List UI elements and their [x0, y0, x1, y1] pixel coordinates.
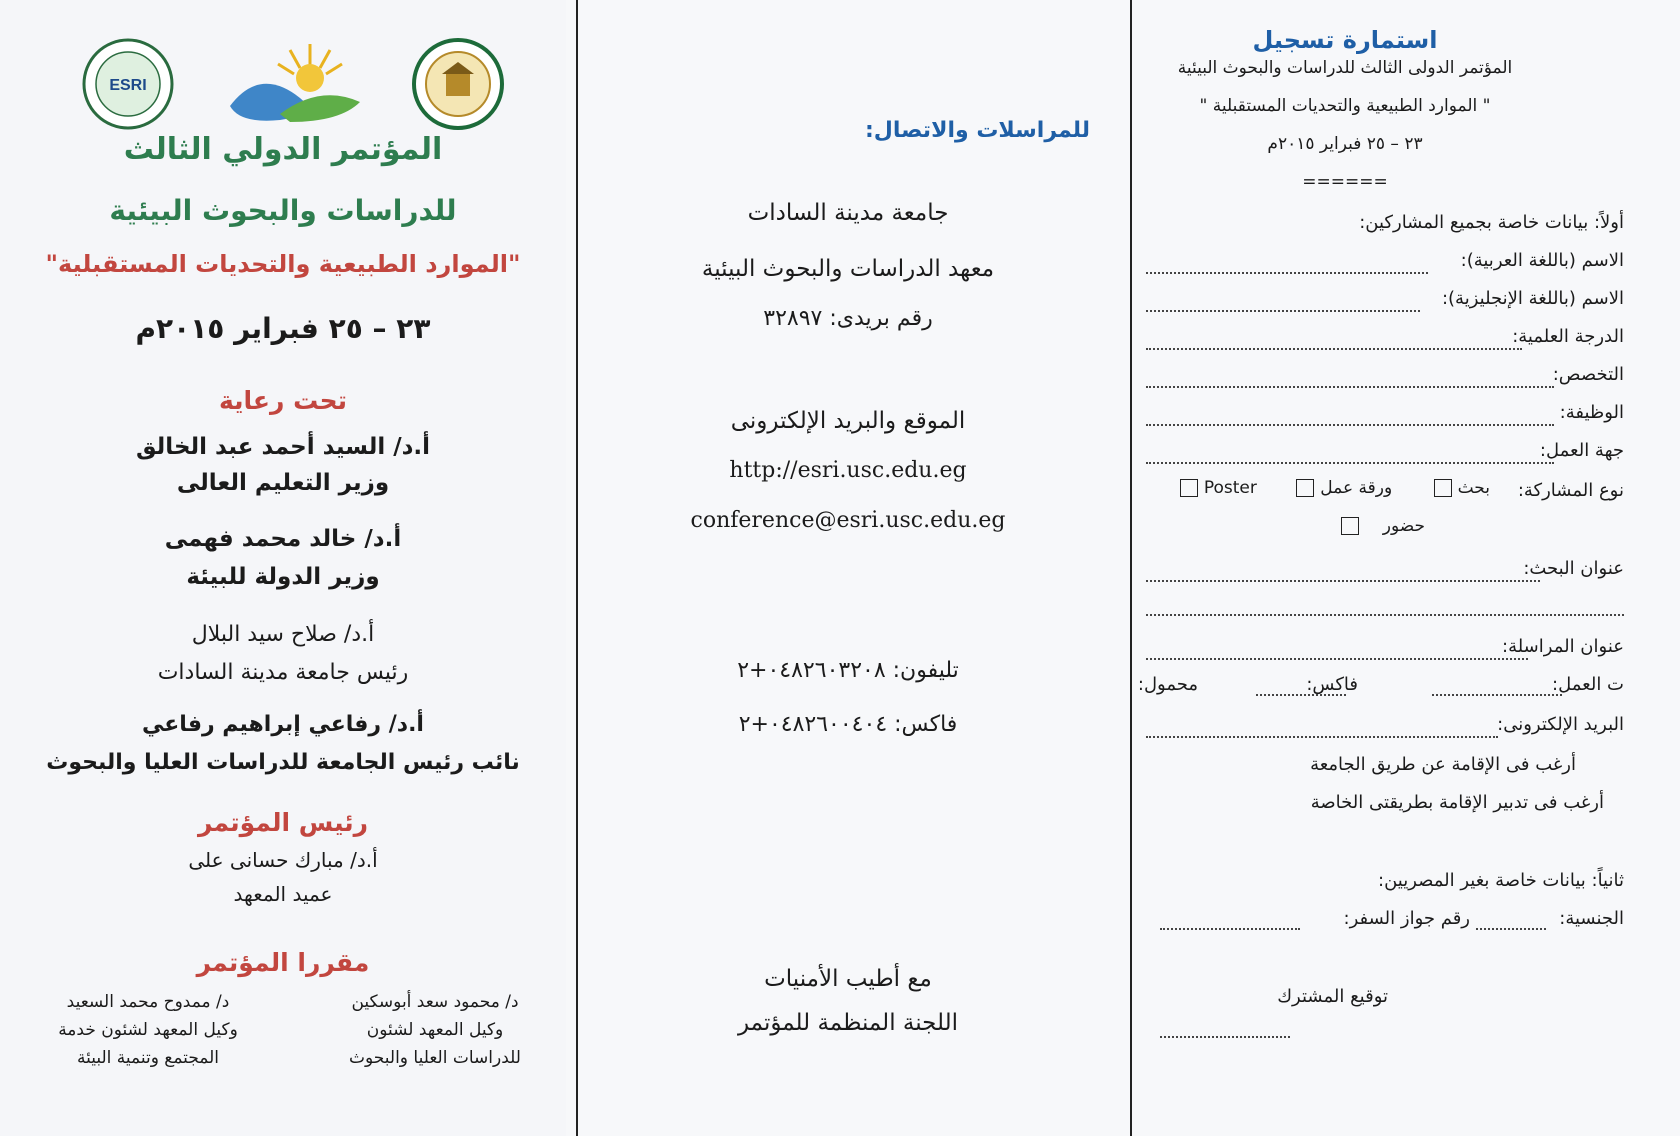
patron-name: أ.د/ السيد أحمد عبد الخالق [135, 434, 431, 460]
degree-label: الدرجة العلمية: [1512, 326, 1624, 347]
nationality-label: الجنسية: [1559, 908, 1624, 929]
research-checkbox[interactable] [1434, 479, 1452, 497]
option-research-label: بحث [1457, 478, 1490, 498]
workplace-field[interactable] [1146, 462, 1554, 464]
svg-text:ESRI: ESRI [109, 77, 147, 94]
option-workpaper-label: ورقة عمل [1320, 478, 1393, 498]
option-poster[interactable] [1174, 478, 1257, 498]
work-phone-field[interactable] [1432, 694, 1562, 696]
chair-role: عميد المعهد [233, 882, 333, 906]
rapporteur-role: المجتمع وتنمية البيئة [76, 1048, 220, 1068]
passport-field[interactable] [1160, 928, 1300, 930]
chair-name: أ.د/ مبارك حسانى على [188, 848, 378, 872]
mail-address-field[interactable] [1146, 658, 1528, 660]
university-name: جامعة مدينة السادات [747, 200, 949, 226]
closing-wishes: مع أطيب الأمنيات [764, 966, 932, 992]
conference-theme: "الموارد الطبيعية والتحديات المستقبلية" [45, 250, 521, 278]
name-english-field[interactable] [1146, 310, 1420, 312]
option-research[interactable] [1428, 478, 1490, 498]
fax-label: فاكس: [1306, 674, 1358, 695]
stay-university-option[interactable]: أرغب فى الإقامة عن طريق الجامعة [1310, 754, 1576, 775]
section-2-heading: ثانياً: بيانات خاصة بغير المصريين: [1378, 870, 1624, 891]
degree-field[interactable] [1146, 348, 1522, 350]
research-title-label: عنوان البحث: [1523, 558, 1624, 579]
signature-label: توقيع المشترك [1277, 986, 1388, 1007]
signature-field[interactable] [1160, 1036, 1290, 1038]
website-link[interactable]: http://esri.usc.edu.eg [729, 458, 967, 483]
specialization-label: التخصص: [1552, 364, 1624, 385]
po-box: رقم بريدى: ٣٢٨٩٧ [763, 306, 933, 331]
nationality-field[interactable] [1476, 928, 1546, 930]
form-title: استمارة تسجيل [1252, 26, 1438, 54]
research-title-field[interactable] [1146, 580, 1540, 582]
section-1-heading: أولاً: بيانات خاصة بجميع المشاركين: [1359, 212, 1624, 233]
rapporteurs-heading: مقررا المؤتمر [196, 948, 370, 977]
form-separator: ====== [1302, 172, 1388, 192]
work-phone-label: ت العمل: [1552, 674, 1624, 695]
conference-dates: ٢٣ – ٢٥ فبراير ٢٠١٥م [135, 312, 431, 345]
fax-number: فاكس: ٠٤٨٢٦٠٠٤٠٤+٢ [738, 712, 958, 737]
rapporteur-role: وكيل المعهد لشئون خدمة [58, 1020, 238, 1040]
patron-role: نائب رئيس الجامعة للدراسات العليا والبحوث [46, 750, 520, 775]
participation-type-label: نوع المشاركة: [1517, 480, 1624, 501]
email-link[interactable]: conference@esri.usc.edu.eg [690, 508, 1006, 533]
form-conference-dates: ٢٣ – ٢٥ فبراير ٢٠١٥م [1267, 134, 1423, 154]
poster-checkbox[interactable] [1180, 479, 1198, 497]
form-conference-line2: " الموارد الطبيعية والتحديات المستقبلية " [1199, 96, 1491, 116]
patron-name: أ.د/ خالد محمد فهمى [164, 526, 402, 552]
patron-name: أ.د/ رفاعي إبراهيم رفاعي [142, 712, 424, 737]
web-heading: الموقع والبريد الإلكترونى [730, 408, 966, 434]
workpaper-checkbox[interactable] [1296, 479, 1314, 497]
passport-label: رقم جواز السفر: [1343, 908, 1470, 929]
rapporteur-2 [18, 988, 278, 1072]
option-attend-label: حضور [1382, 516, 1425, 536]
mobile-label: محمول: [1137, 674, 1198, 695]
esri-logo-icon [80, 36, 176, 132]
fax-field[interactable] [1256, 694, 1346, 696]
conference-title-line1: المؤتمر الدولي الثالث [123, 132, 443, 167]
job-label: الوظيفة: [1559, 402, 1624, 423]
rapporteur-1 [310, 988, 560, 1072]
contact-panel [566, 0, 1130, 1136]
email-field[interactable] [1146, 736, 1498, 738]
option-workpaper[interactable] [1290, 478, 1392, 498]
patron-role: وزير الدولة للبيئة [186, 564, 380, 590]
name-arabic-label: الاسم (باللغة العربية): [1460, 250, 1624, 271]
phone-number: تليفون: ٠٤٨٢٦٠٣٢٠٨+٢ [737, 658, 959, 683]
university-sadat-logo-icon [410, 36, 506, 132]
conference-title-line2: للدراسات والبحوث البيئية [109, 194, 457, 227]
institute-name: معهد الدراسات والبحوث البيئية [701, 256, 995, 282]
patron-name: أ.د/ صلاح سيد البلال [191, 622, 375, 647]
logo-row [80, 36, 520, 126]
attend-checkbox[interactable] [1341, 517, 1359, 535]
rapporteur-role: وكيل المعهد لشئون [366, 1020, 504, 1040]
specialization-field[interactable] [1146, 386, 1554, 388]
participation-options [1174, 478, 1490, 498]
rapporteur-name: د/ ممدوح محمد السعيد [66, 992, 230, 1012]
name-english-label: الاسم (باللغة الإنجليزية): [1441, 288, 1624, 309]
form-conference-line1: المؤتمر الدولى الثالث للدراسات والبحوث البيئية [1177, 58, 1513, 78]
sun-hills-logo-icon [220, 36, 370, 126]
research-title-field-line2[interactable] [1146, 614, 1624, 616]
patron-role: وزير التعليم العالى [176, 470, 390, 496]
registration-form-panel [1130, 0, 1680, 1136]
rapporteur-name: د/ محمود سعد أبوسكين [351, 992, 519, 1012]
stay-own-option[interactable]: أرغب فى تدبير الإقامة بطريقتى الخاصة [1310, 792, 1604, 813]
chair-heading: رئيس المؤتمر [197, 808, 369, 837]
option-poster-label: Poster [1203, 478, 1257, 498]
workplace-label: جهة العمل: [1539, 440, 1624, 461]
rapporteur-role: للدراسات العليا والبحوث [349, 1048, 521, 1068]
option-attend[interactable] [1335, 516, 1425, 536]
organizing-committee: اللجنة المنظمة للمؤتمر [737, 1010, 959, 1036]
patron-role: رئيس جامعة مدينة السادات [157, 660, 409, 685]
mail-address-label: عنوان المراسلة: [1502, 636, 1624, 657]
fold-divider-left [576, 0, 578, 1136]
job-field[interactable] [1146, 424, 1554, 426]
fold-divider-right [1130, 0, 1132, 1136]
email-label: البريد الإلكترونى: [1497, 714, 1624, 735]
patronage-heading: تحت رعاية [219, 386, 347, 415]
cover-panel [0, 0, 566, 1136]
contact-heading: للمراسلات والاتصال: [864, 118, 1090, 143]
name-arabic-field[interactable] [1146, 272, 1428, 274]
